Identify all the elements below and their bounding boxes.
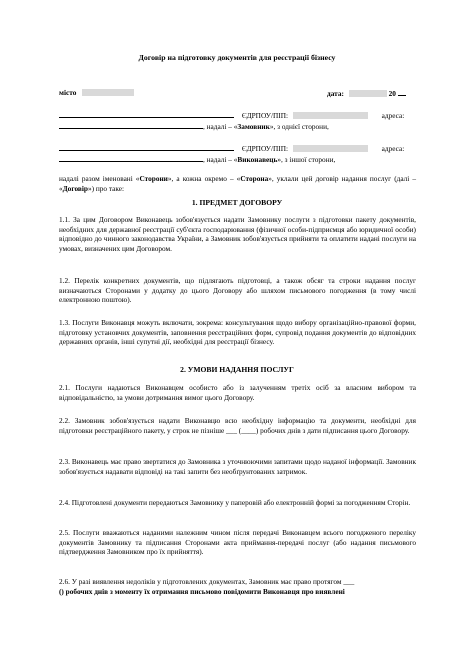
- executor-address-label: адреса:: [381, 144, 405, 153]
- executor-edrpou-field[interactable]: [293, 145, 368, 153]
- executor-suffix-b: », з іншої сторони,: [277, 155, 336, 164]
- clause-2-5: 2.5. Послуги вважаються наданими належним чином після передачі Виконавцем всього погодженого переліку документів Замовнику та підписання Сторонами акта приймання-передачі послуг (або надання письмового підтвердження Замовником про їх прийняття).: [59, 528, 416, 557]
- clause-2-6: [59, 577, 416, 596]
- place-field[interactable]: [82, 89, 134, 97]
- intro-parties: Сторони: [139, 174, 168, 183]
- place-date-line: [59, 88, 134, 98]
- customer-suffix-b: », з однієї сторони,: [269, 122, 329, 131]
- intro-text-b: », а кожна окремо – «: [167, 174, 241, 183]
- clause-2-3: 2.3. Виконавець має право звертатися до Замовника з уточнюючими запитами щодо наданої інформації. Замовник зобов'язується надавати відповіді на такі запити без необґрунтованих затримок.: [59, 457, 416, 476]
- clause-1-2: 1.2. Перелік конкретних документів, що підлягають підготовці, а також обсяг та строки надання послуг визначаються Сторонами у додатку до цього Договору або шляхом письмового погодження (в тому числі електронною поштою).: [59, 276, 416, 305]
- clause-2-4: 2.4. Підготовлені документи передаються Замовнику у паперовій або електронній формі за погодженням Сторін.: [59, 498, 411, 507]
- customer-role: Замовник: [237, 122, 270, 131]
- customer-address-field[interactable]: [59, 121, 203, 129]
- executor-name-field[interactable]: [59, 143, 234, 151]
- date-label: дата:: [327, 89, 344, 98]
- customer-suffix-a: , надалі – «: [203, 122, 238, 131]
- date-year-prefix: 20: [388, 89, 396, 98]
- clause-1-1: 1.1. За цим Договором Виконавець зобов'язується надати Замовнику послуги з підготовки пакету документів, необхідних для державної реєстрації суб'єкта господарювання (фізичної особи-підприємця або юридичної особи) відповідно до чинного законодавства України, а Замовник зобов'язується прийняти та оплатити надані послуги на умовах, визначених цим Договором.: [59, 215, 416, 253]
- customer-edrpou-label: ЄДРПОУ/ПІП:: [241, 111, 288, 120]
- executor-line-2: [59, 154, 335, 165]
- customer-line-2: [59, 121, 329, 132]
- customer-edrpou-field[interactable]: [293, 112, 368, 120]
- date-line: [327, 88, 406, 99]
- date-year-field[interactable]: [398, 88, 406, 96]
- executor-role: Виконавець: [237, 155, 278, 164]
- intro-text-a: надалі разом іменовані «: [59, 174, 140, 183]
- document-title: Договір на підготовку документів для реєстрації бізнесу: [138, 53, 336, 62]
- executor-edrpou-label: ЄДРПОУ/ПІП:: [241, 144, 288, 153]
- executor-address-field[interactable]: [59, 154, 203, 162]
- section-2-title: 2. УМОВИ НАДАННЯ ПОСЛУГ: [180, 365, 294, 374]
- intro-contract: Договір: [62, 183, 88, 193]
- executor-suffix-a: , надалі – «: [203, 155, 238, 164]
- customer-address-label: адреса:: [381, 111, 405, 120]
- customer-line-1: [59, 110, 404, 121]
- intro-text-d: ») про таке:: [87, 183, 125, 193]
- intro-paragraph: [59, 174, 416, 193]
- date-field[interactable]: [349, 90, 387, 98]
- clause-2-2: 2.2. Замовник зобов'язується надати Виконавцю всю необхідну інформацію та документи, необхідні для підготовки реєстраційного пакету, у строк не пізніше ___ (____) робочих днів з дати підписання цього Договору.: [59, 416, 416, 435]
- intro-party: Сторона: [240, 174, 269, 183]
- executor-line-1: [59, 143, 404, 154]
- place-label: місто: [59, 88, 77, 97]
- clause-2-6-line-1: 2.6. У разі виявлення недоліків у підготовлених документах, Замовник має право протягом ___: [59, 577, 355, 586]
- clause-2-1: 2.1. Послуги надаються Виконавцем особисто або із залученням третіх осіб за власним вибором та відповідальністю, за умови дотримання вимог цього Договору.: [59, 383, 416, 402]
- customer-name-field[interactable]: [59, 110, 234, 118]
- intro-text-c: », уклали цей договір надання послуг (далі – «: [59, 174, 417, 193]
- section-1-title: 1. ПРЕДМЕТ ДОГОВОРУ: [191, 198, 283, 207]
- clause-2-6-line-2: () робочих днів з моменту їх отримання письмово повідомити Виконавця про виявлені: [59, 586, 345, 596]
- clause-1-3: 1.3. Послуги Виконавця можуть включати, зокрема: консультування щодо вибору організаційно-правової форми, підготовку установчих документів, заповнення реєстраційних форм, супровід подання документів до відповідних державних органів, інші супутні дії, необхідні для реєстрації бізнесу.: [59, 318, 416, 347]
